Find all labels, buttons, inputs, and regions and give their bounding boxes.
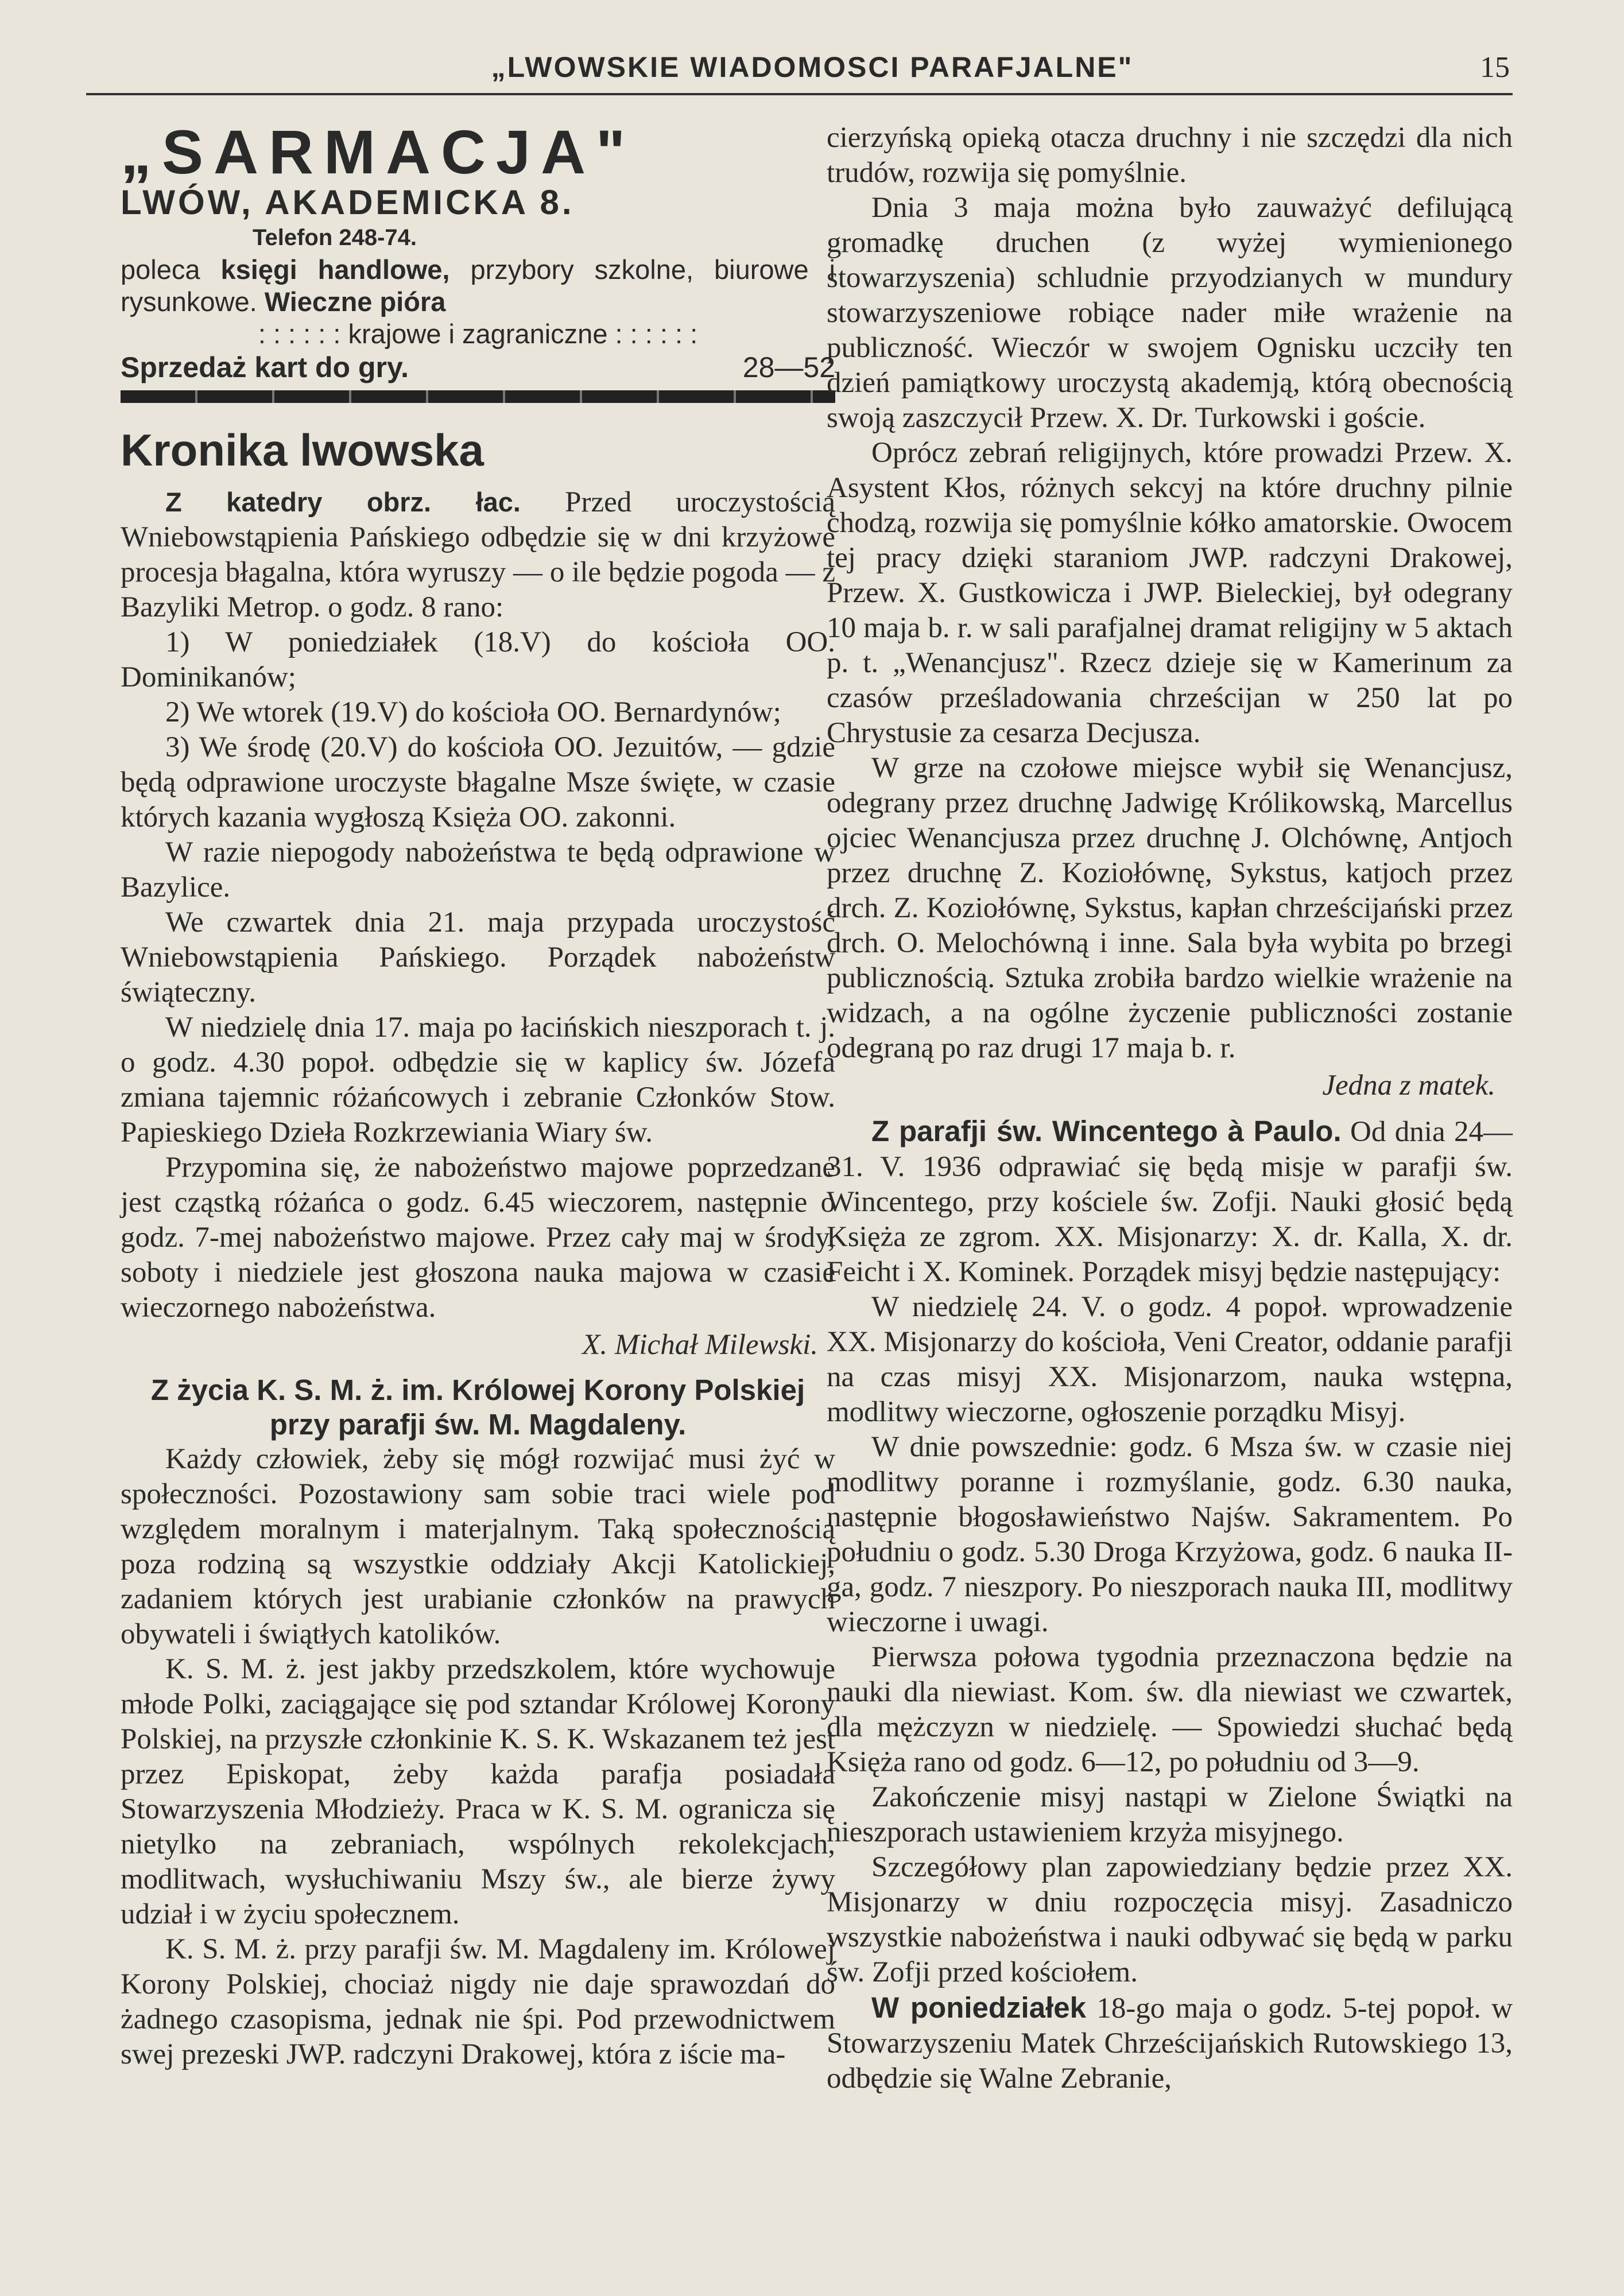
article-paragraph: W niedzielę 24. V. o godz. 4 popoł. wprowadzenie XX. Misjonarzy do kościoła, Veni Creator, oddanie parafji na czas misyj XX. Misjonarzom, nauka wstępna, modlitwy wieczorne, ogłoszenie porządku Misyj. bbox=[827, 1291, 1513, 1428]
header-rule bbox=[86, 93, 1513, 95]
article-paragraph: Pierwsza połowa tygodnia przeznaczona będzie na nauki dla niewiast. Kom. św. dla niewiast we czwartek, dla mężczyzn w niedzielę. — Spowiedzi słuchać będą Księża rano od godz. 6—12, po południu od 3—9. bbox=[827, 1641, 1513, 1778]
article-paragraph: W grze na czołowe miejsce wybił się Wenancjusz, odegrany przez druchnę Jadwigę Królikowską, Marcellus ojciec Wenancjusza przez druchnę J. Olchównę, Antjoch przez druchnę Z. Koziołównę, Sykstus, katjoch przez drch. Z. Koziołównę, Sykstus, kapłan chrześcijański przez drch. O. Melochówną i inne. Sala była wybita po brzegi publicznością. Sztuka zrobiła bardzo wielkie wrażenie na widzach, a na ogólne życzenie publiczności zostanie odegraną po raz drugi 17 maja b. r. bbox=[827, 752, 1513, 1064]
page-header bbox=[115, 51, 1510, 96]
article-paragraph: Z katedry obrz. łac. Przed uroczystością Wniebowstąpienia Pańskiego odbędzie się w dni krzyżowe procesja błagalna, która wyruszy — o ile będzie pogoda — z Bazyliki Metrop. o godz. 8 rano: bbox=[121, 486, 835, 623]
article-paragraph: W poniedziałek 18-go maja o godz. 5-tej popoł. w Stowarzyszeniu Matek Chrześcijańskich Rutowskiego 13, odbędzie się Walne Zebranie, bbox=[827, 1991, 1513, 2095]
article-heading: Z parafji św. Wincentego à Paulo. bbox=[871, 1115, 1342, 1147]
article-paragraph: Z parafji św. Wincentego à Paulo. Od dnia 24—31. V. 1936 odprawiać się będą misje w parafji św. Wincentego, przy kościele św. Zofji. Nauki głosić będą Księża ze zgrom. XX. Misjonarzy: X. dr. Kalla, X. dr. Feicht i X. Kominek. Porządek misyj będzie następujący: bbox=[827, 1115, 1513, 1288]
article-paragraph: W niedzielę dnia 17. maja po łacińskich nieszporach t. j. o godz. 4.30 popoł. odbędzie się w kaplicy św. Józefa zmiana tajemnic różańcowych i zebranie Członków Stow. Papieskiego Dzieła Rozkrzewiania Wiary św. bbox=[121, 1011, 835, 1149]
ad-title: „SARMACJA" bbox=[121, 117, 636, 187]
article-paragraph: K. S. M. ż. przy parafji św. M. Magdaleny im. Królowej Korony Polskiej, chociaż nigdy nie daje sprawozdań do żadnego czasopisma, jednak nie śpi. Pod przewodnictwem swej prezeski JWP. radczyni Drakowej, która z iście ma- bbox=[121, 1933, 835, 2070]
advertisement bbox=[121, 117, 835, 403]
article-paragraph: W razie niepogody nabożeństwa te będą odprawione w Bazylice. bbox=[121, 836, 835, 903]
article-paragraph: 1) W poniedziałek (18.V) do kościoła OO. Dominikanów; bbox=[121, 626, 835, 693]
ad-body: poleca księgi handlowe, przybory szkolne, biurowe i rysunkowe. Wieczne pióra bbox=[121, 254, 835, 317]
right-column bbox=[827, 121, 1513, 2096]
left-column bbox=[121, 117, 835, 2072]
article-paragraph: Przypomina się, że nabożeństwo majowe poprzedzane jest cząstką różańca o godz. 6.45 wieczorem, następnie o godz. 7-mej nabożeństwo majowe. Przez cały maj w środy, soboty i niedziele jest głoszona nauka majowa w czasie wieczornego nabożeństwa. bbox=[121, 1151, 835, 1324]
article-paragraph: 2) We wtorek (19.V) do kościoła OO. Bernardynów; bbox=[165, 696, 781, 728]
article-paragraph: Oprócz zebrań religijnych, które prowadzi Przew. X. Asystent Kłos, różnych sekcyj na które druchny pilnie chodzą, rozwija się pomyślnie kółko amatorskie. Owocem tej pracy dzięki staraniom JWP. radczyni Drakowej, Przew. X. Gustkowicza i JWP. Bieleckiej, był odegrany 10 maja b. r. w sali parafjalnej dramat religijny w 5 aktach p. t. „Wenancjusz". Rzecz dzieje się w Kamerinum za czasów prześladowania chrześcijan w 250 lat po Chrystusie za cesarza Decjusza. bbox=[827, 437, 1513, 749]
article-paragraph: We czwartek dnia 21. maja przypada uroczystość Wniebowstąpienia Pańskiego. Porządek nabożeństw świąteczny. bbox=[121, 906, 835, 1009]
ad-address: LWÓW, AKADEMICKA 8. bbox=[121, 183, 575, 222]
article-heading: Z życia K. S. M. ż. im. Królowej Korony Polskiej przy parafji św. M. Magdaleny. bbox=[150, 1374, 805, 1441]
article-paragraph: W dnie powszednie: godz. 6 Msza św. w czasie niej modlitwy poranne i rozmyślanie, godz. 6.30 nauka, następnie błogosławieństwo Najśw. Sakramentem. Po południu o godz. 5.30 Droga Krzyżowa, godz. 6 nauka II-ga, godz. 7 nieszpory. Po nieszporach nauka III, modlitwy wieczorne i uwagi. bbox=[827, 1431, 1513, 1638]
section-title: Kronika lwowska bbox=[121, 425, 484, 475]
page-number: 15 bbox=[1480, 51, 1510, 84]
article-paragraph: K. S. M. ż. jest jakby przedszkolem, które wychowuje młode Polki, zaciągające się pod sztandar Królowej Korony Polskiej, na przyszłe członkinie K. S. K. Wskazanem też jest przez Episkopat, żeby każda parafja posiadała Stowarzyszenia Młodzieży. Praca w K. S. M. ogranicza się nietylko na zebraniach, wspólnych rekolekcjach, modlitwach, wysłuchiwaniu Mszy św., ale bierze żywy udział i w życiu społecznem. bbox=[121, 1653, 835, 1930]
ad-divider-bar bbox=[121, 390, 835, 403]
article-paragraph: Szczegółowy plan zapowiedziany będzie przez XX. Misjonarzy w dniu rozpoczęcia misyj. Zasadniczo wszystkie nabożeństwa i nauki odbywać się będą w parku św. Zofji przed kościołem. bbox=[827, 1851, 1513, 1988]
signature: Jedna z matek. bbox=[1322, 1069, 1495, 1102]
ad-countries: : : : : : : krajowe i zagraniczne : : : : : : bbox=[258, 319, 698, 349]
publication-title: „LWOWSKIE WIADOMOSCI PARAFJALNE" bbox=[491, 51, 1134, 83]
article-paragraph: 3) We środę (20.V) do kościoła OO. Jezuitów, — gdzie będą odprawione uroczyste błagalne Msze święte, w czasie których kazania wygłoszą Księża OO. zakonni. bbox=[121, 731, 835, 833]
signature: X. Michał Milewski. bbox=[582, 1329, 818, 1361]
article-paragraph: cierzyńską opieką otacza druchny i nie szczędzi dla nich trudów, rozwija się pomyślnie. bbox=[827, 122, 1513, 189]
article-paragraph: Zakończenie misyj nastąpi w Zielone Świątki na nieszporach ustawieniem krzyża misyjnego. bbox=[827, 1781, 1513, 1848]
ad-sale: Sprzedaż kart do gry. 28—52 bbox=[121, 351, 835, 383]
article-paragraph: Każdy człowiek, żeby się mógł rozwijać musi żyć w społeczności. Pozostawiony sam sobie traci wiele pod względem moralnym i materjalnym. Taką społecznością poza rodziną są wszystkie oddziały Akcji Katolickiej, zadaniem których jest urabianie członków na prawych obywateli i świątłych katolików. bbox=[121, 1443, 835, 1650]
ad-phone: Telefon 248-74. bbox=[253, 225, 417, 250]
article-paragraph: Dnia 3 maja można było zauważyć defilującą gromadkę druchen (z wyżej wymienionego stowarzyszenia) schludnie przyodzianych w mundury stowarzyszeniowe robiące nader miłe wrażenie na publiczność. Wieczór w swojem Ognisku uczciły ten dzień pamiątkowy uroczystą akademją, którą obecnością swoją zaszczycił Przew. X. Dr. Turkowski i goście. bbox=[827, 192, 1513, 434]
